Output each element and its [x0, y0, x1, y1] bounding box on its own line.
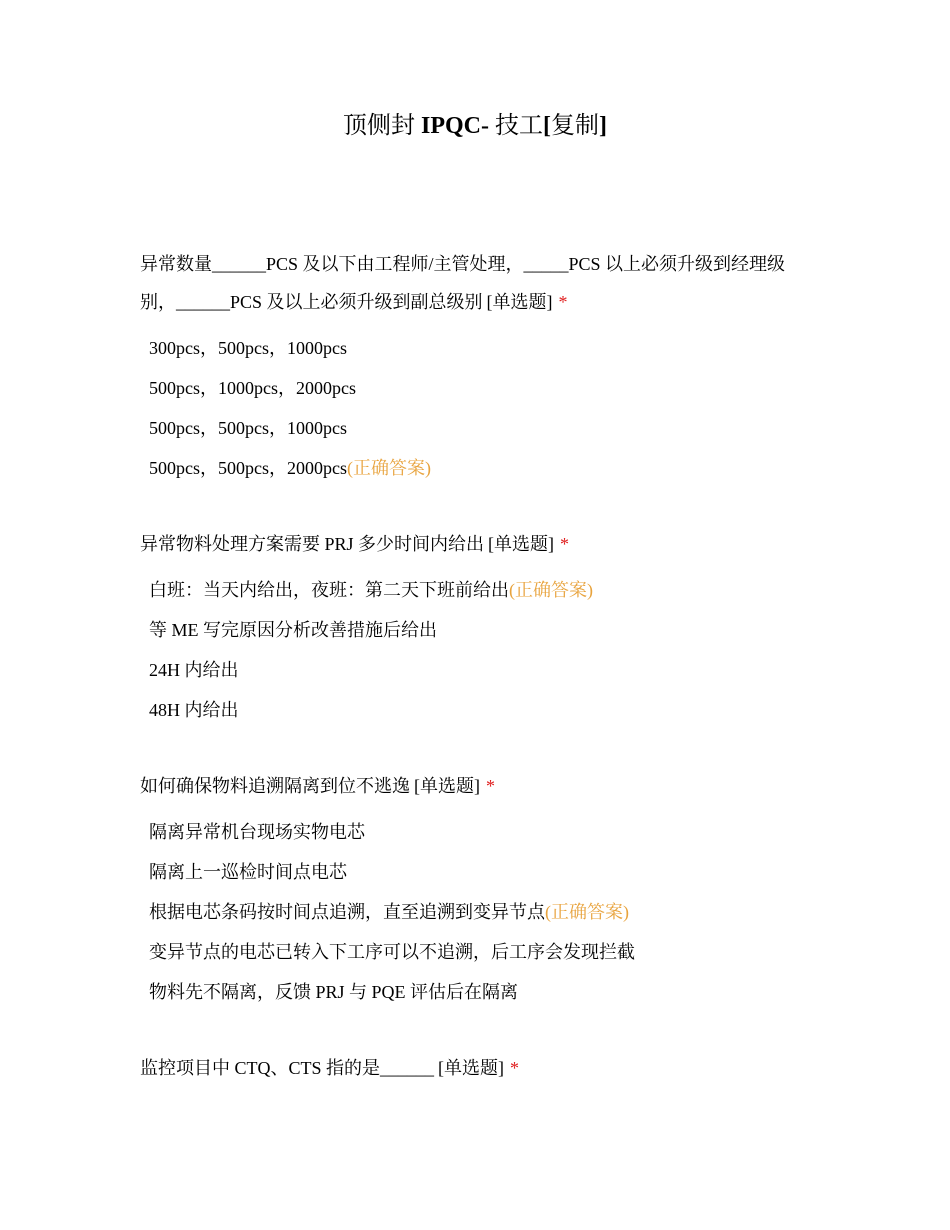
option-q2-d [149, 697, 239, 723]
option-text: 变异节点的电芯已转入下工序可以不追溯，后工序会发现拦截 [149, 942, 635, 962]
option-text: 白班：当天内给出，夜班：第二天下班前给出 [149, 580, 509, 600]
option-q3-e [149, 979, 518, 1005]
option-text: 根据电芯条码按时间点追溯，直至追溯到变异节点 [149, 902, 545, 922]
option-text: 500pcs，500pcs，1000pcs [149, 418, 347, 438]
question-1 [140, 245, 820, 321]
title-bracket-close: ] [599, 113, 607, 139]
option-q2-a [149, 577, 593, 603]
question-text: 异常物料处理方案需要 PRJ 多少时间内给出 [140, 534, 485, 554]
title-middle: 技工 [495, 113, 543, 139]
option-text: 隔离异常机台现场实物电芯 [149, 822, 365, 842]
question-type-tag: [单选题] [486, 292, 553, 312]
title-prefix: 顶侧封 [343, 113, 421, 139]
option-text: 隔离上一巡检时间点电芯 [149, 862, 347, 882]
option-text: 24H 内给出 [149, 660, 239, 680]
option-text: 物料先不隔离，反馈 PRJ 与 PQE 评估后在隔离 [149, 982, 519, 1002]
correct-answer-label: (正确答案) [545, 902, 629, 922]
title-bold: IPQC- [421, 113, 495, 139]
option-text: 500pcs，500pcs，2000pcs [149, 458, 347, 478]
question-text: 监控项目中 CTQ、CTS 指的是______ [140, 1058, 435, 1078]
page-title [0, 108, 950, 144]
question-3 [140, 767, 820, 805]
option-text: 300pcs，500pcs，1000pcs [149, 338, 347, 358]
correct-answer-label: (正确答案) [509, 580, 593, 600]
correct-answer-label: (正确答案) [346, 458, 431, 478]
question-text: 如何确保物料追溯隔离到位不逃逸 [140, 776, 410, 796]
question-text: 异常数量______PCS 及以下由工程师/主管处理，_____PCS 以上必须升级到经理级别，______PCS 及以上必须升级到副总级别 [140, 254, 786, 312]
option-text: 48H 内给出 [149, 700, 239, 720]
option-q1-c [149, 415, 347, 441]
required-marker: * [560, 534, 570, 554]
required-marker: * [558, 292, 568, 312]
required-marker: * [486, 776, 495, 796]
question-type-tag: [单选题] [414, 776, 480, 796]
option-q3-c [149, 899, 629, 925]
option-q3-b [149, 859, 347, 885]
option-q1-a [149, 335, 347, 361]
option-q1-d [149, 455, 431, 481]
question-type-tag: [单选题] [438, 1058, 505, 1078]
question-4 [140, 1049, 820, 1087]
title-copy: 复制 [551, 113, 599, 139]
option-q2-b [149, 617, 437, 643]
option-text: 等 ME 写完原因分析改善措施后给出 [149, 620, 437, 640]
question-2 [140, 525, 820, 563]
title-bracket-open: [ [543, 113, 551, 139]
question-type-tag: [单选题] [488, 534, 555, 554]
required-marker: * [510, 1058, 520, 1078]
option-text: 500pcs，1000pcs，2000pcs [149, 378, 356, 398]
option-q3-a [149, 819, 365, 845]
option-q2-c [149, 657, 239, 683]
option-q1-b [149, 375, 356, 401]
option-q3-d [149, 939, 635, 965]
